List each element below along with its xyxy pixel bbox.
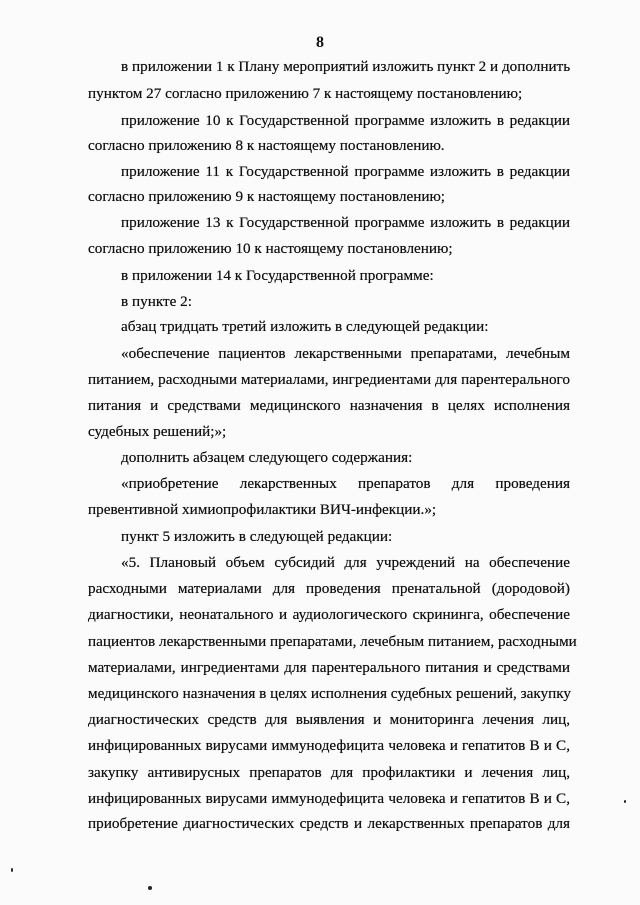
text-line: питанием, расходными материалами, ингредиентами для парентерального [88, 371, 570, 388]
text-line: в приложении 14 к Государственной программе: [121, 267, 434, 284]
text-line: согласно приложению 9 к настоящему постановлению; [88, 188, 446, 205]
text-line: приложение 13 к Государственной программе изложить в редакции [121, 214, 570, 231]
text-line: диагностических средств для выявления и мониторинга лечения лиц, [88, 711, 570, 728]
text-line: приложение 10 к Государственной программе изложить в редакции [121, 112, 570, 129]
text-line: диагностики, неонатального и аудиологического скрининга, обеспечение [88, 606, 570, 623]
text-line: пациентов лекарственными препаратами, лечебным питанием, расходными [88, 633, 577, 650]
text-line: материалами, ингредиентами для парентерального питания и средствами [88, 659, 570, 676]
text-line: расходными материалами для проведения пренатальной (дородовой) [88, 580, 570, 597]
text-line: согласно приложению 10 к настоящему постановлению; [88, 240, 453, 257]
scan-speck [11, 868, 13, 872]
text-line: медицинского назначения в целях исполнения судебных решений, закупку [88, 685, 572, 702]
text-line: приложение 11 к Государственной программе изложить в редакции [121, 163, 570, 180]
text-line: инфицированных вирусами иммунодефицита человека и гепатитов В и С, [88, 790, 570, 807]
page-number: 8 [316, 34, 324, 51]
text-line: «5. Плановый объем субсидий для учреждений на обеспечение [121, 554, 570, 571]
scan-speck [624, 800, 626, 803]
text-line: пунктом 27 согласно приложению 7 к настоящему постановлению; [88, 85, 523, 102]
text-line: инфицированных вирусами иммунодефицита человека и гепатитов В и С, [88, 737, 570, 754]
text-line: согласно приложению 8 к настоящему постановлению. [88, 137, 445, 154]
text-line: дополнить абзацем следующего содержания: [121, 449, 413, 466]
text-line: питания и средствами медицинского назначения в целях исполнения [88, 397, 570, 414]
text-line: приобретение диагностических средств и лекарственных препаратов для [88, 815, 570, 832]
text-line: закупку антивирусных препаратов для профилактики и лечения лиц, [88, 764, 570, 781]
scan-speck [148, 886, 152, 890]
text-line: пункт 5 изложить в следующей редакции: [121, 528, 393, 545]
text-line: в приложении 1 к Плану мероприятий изложить пункт 2 и дополнить [121, 58, 571, 75]
text-line: судебных решений;»; [88, 423, 227, 440]
text-line: абзац тридцать третий изложить в следующей редакции: [121, 318, 489, 335]
text-line: «приобретение лекарственных препаратов для проведения [121, 475, 570, 492]
text-line: превентивной химиопрофилактики ВИЧ-инфекции.»; [88, 501, 437, 518]
text-line: в пункте 2: [121, 293, 192, 310]
text-line: «обеспечение пациентов лекарственными препаратами, лечебным [121, 345, 570, 362]
